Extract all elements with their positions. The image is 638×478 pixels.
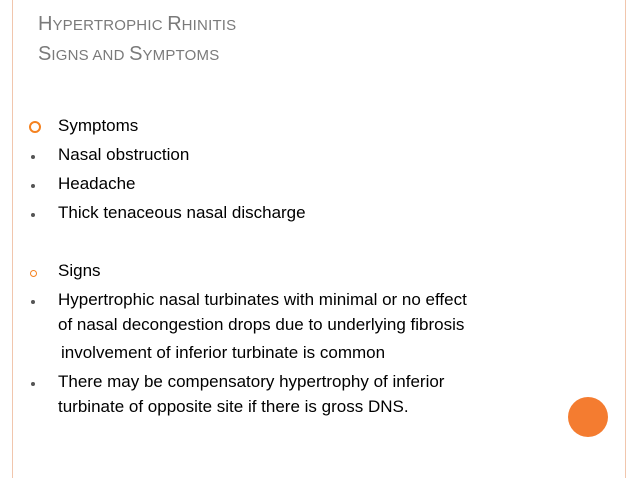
dot-bullet-icon <box>31 382 35 386</box>
list-item-text: There may be compensatory hypertrophy of inferior <box>58 372 445 391</box>
dot-bullet-icon <box>31 213 35 217</box>
circle-bullet-icon <box>30 270 37 277</box>
title-word: YMPTOMS <box>142 47 220 64</box>
left-border-line <box>12 0 13 478</box>
title-word: HINITIS <box>181 17 237 34</box>
right-border-line <box>625 0 626 478</box>
title-line-1 <box>38 10 236 40</box>
dot-bullet-icon <box>31 184 35 188</box>
list-item-text: Headache <box>58 174 136 193</box>
list-item-text: Hypertrophic nasal turbinates with minimal or no effect <box>58 290 467 309</box>
list-item-text: of nasal decongestion drops due to underlying fibrosis <box>58 315 465 334</box>
title-initial: S <box>129 43 143 65</box>
ring-bullet-icon <box>29 121 41 133</box>
list-item-text: involvement of inferior turbinate is common <box>61 343 386 362</box>
decorative-circle <box>568 397 608 437</box>
dot-bullet-icon <box>31 300 35 304</box>
list-item-text: Nasal obstruction <box>58 145 190 164</box>
list-item-text: Thick tenaceous nasal discharge <box>58 203 306 222</box>
slide-title <box>38 10 236 70</box>
title-line-2 <box>38 40 236 70</box>
title-initial: S <box>38 43 52 65</box>
list-item-text: Signs <box>58 261 101 280</box>
dot-bullet-icon <box>31 155 35 159</box>
list-item-text: Symptoms <box>58 116 139 135</box>
list-item-text: turbinate of opposite site if there is gross DNS. <box>58 397 409 416</box>
title-initial: R <box>167 13 182 35</box>
title-word: IGNS AND <box>51 47 125 64</box>
title-word: YPERTROPHIC <box>52 17 163 34</box>
title-initial: H <box>38 13 53 35</box>
